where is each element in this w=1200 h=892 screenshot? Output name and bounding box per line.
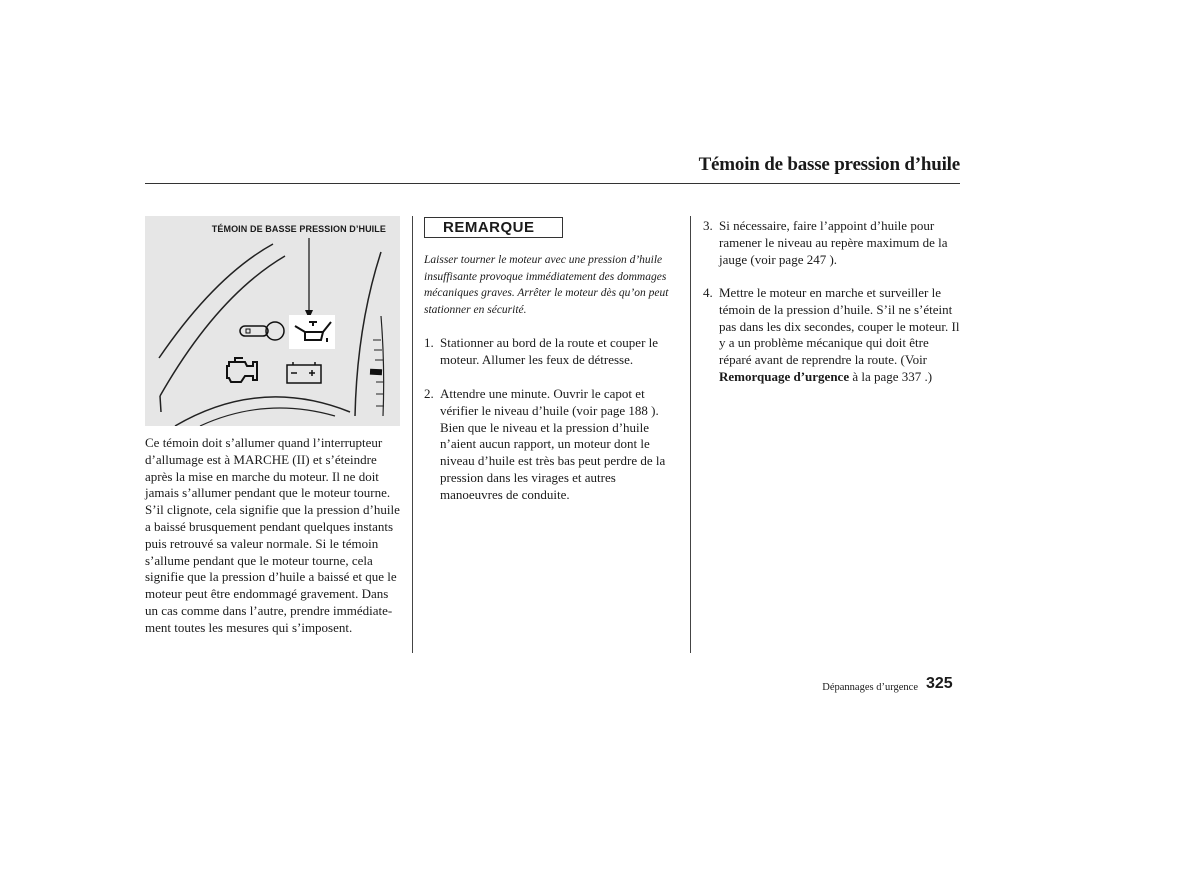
battery-icon (287, 362, 321, 383)
step-4 (703, 285, 961, 386)
step-text: Attendre une minute. Ouvrir le capot et vérifier le niveau d’huile (voir page 188 ). Bien que le niveau et la pression d’huile n’aient aucun rapport, un moteur dont le niveau d’huile est très bas peut perdre de la pression dans les virages et autres manoeuvres de conduite. (440, 386, 666, 502)
column-divider-left (412, 216, 413, 653)
engine-icon (227, 358, 257, 382)
page-number: 325 (926, 675, 953, 692)
step-1 (424, 335, 680, 369)
step-text: Si nécessaire, faire l’appoint d’huile pour ramener le niveau au repère maximum de la jauge (voir page 247 ). (719, 218, 948, 267)
step-number: 3. (703, 218, 713, 233)
figure-label: TÉMOIN DE BASSE PRESSION D’HUILE (211, 224, 386, 234)
step-text-part: Mettre le moteur en marche et surveiller le témoin de la pression d’huile. S’il ne s’éteint pas dans les dix secondes, couper le moteur. Il y a un problème mécanique qui doit être réparé avant de reprendre la route. (Voir (719, 285, 960, 368)
step-text-part: à la page 337 .) (849, 368, 933, 384)
step-text (719, 285, 961, 386)
intro-paragraph: Ce témoin doit s’allumer quand l’interrupteur d’allumage est à MARCHE (II) et s’éteindre après la mise en marche du moteur. Il ne doit jamais s’allumer pendant que le moteur tourne. S’il clignote, cela signifie que la pression d’huile a baissé brusquement pendant quelques instants puis retrouvé sa valeur normale. Si le témoin s’allume pendant que le moteur tourne, cela signifie que la pression d’huile a baissé et que le moteur peut être endommagé gravement. Dans un cas comme dans l’autre, prendre immédiate- ment toutes les mesures qui s’imposent. (145, 435, 400, 635)
step-number: 2. (424, 386, 434, 401)
step-number: 1. (424, 335, 434, 350)
title-rule (145, 183, 960, 184)
step-3 (703, 218, 961, 268)
remarque-note: Laisser tourner le moteur avec une pression d’huile insuffisante provoque immédiatement des dommages mécaniques graves. Arrêter le moteur dès qu’on peut stationner en sécurité. (424, 254, 669, 317)
key-icon (240, 322, 284, 340)
remarque-heading: REMARQUE (424, 217, 563, 238)
step-text: Stationner au bord de la route et couper le moteur. Allumer les feux de détresse. (440, 335, 659, 367)
oil-pressure-figure (145, 216, 400, 426)
section-name: Dépannages d’urgence (822, 682, 918, 693)
step-number: 4. (703, 285, 713, 300)
dashboard-illustration (145, 216, 400, 426)
page-title: Témoin de basse pression d’huile (698, 154, 960, 175)
column-divider-right (690, 216, 691, 653)
towing-reference: Remorquage d’urgence (719, 368, 850, 384)
step-2 (424, 386, 680, 504)
